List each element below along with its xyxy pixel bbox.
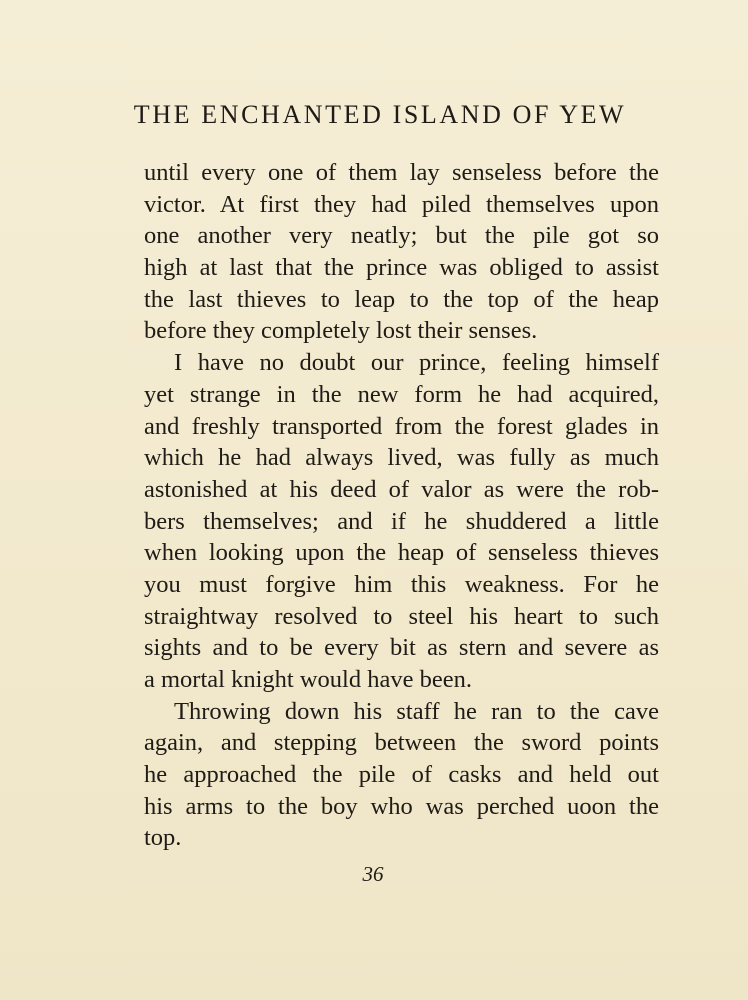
text-line: straightway resolved to steel his heart to such [144, 602, 659, 630]
paragraph-1 [144, 157, 659, 347]
text-line: bers themselves; and if he shuddered a little [144, 507, 659, 535]
page-number: 36 [362, 862, 384, 886]
text-line: I have no doubt our prince, feeling himself [174, 349, 659, 377]
body-text [144, 157, 659, 854]
running-head: THE ENCHANTED ISLAND OF YEW [133, 100, 627, 129]
text-line: which he had always lived, was fully as much [144, 444, 659, 472]
text-line: top. [144, 824, 182, 852]
paragraph-3 [144, 696, 659, 854]
paragraph-2 [144, 347, 659, 696]
text-line: astonished at his deed of valor as were the rob- [144, 475, 659, 503]
text-line: victor. At first they had piled themselves upon [144, 190, 659, 218]
text-line: the last thieves to leap to the top of the heap [144, 285, 659, 313]
text-line: high at last that the prince was obliged to assist [144, 254, 659, 282]
text-line: his arms to the boy who was perched uoon the [144, 792, 659, 820]
text-line: you must forgive him this weakness. For he [144, 570, 659, 598]
text-line: until every one of them lay senseless before the [144, 159, 659, 186]
text-line: when looking upon the heap of senseless thieves [144, 539, 659, 567]
text-line: and freshly transported from the forest glades in [144, 412, 659, 440]
text-line: he approached the pile of casks and held out [144, 761, 659, 789]
text-line: one another very neatly; but the pile got so [144, 222, 659, 250]
text-line: a mortal knight would have been. [144, 666, 472, 693]
text-line: before they completely lost their senses. [144, 317, 538, 345]
text-line: yet strange in the new form he had acquired, [144, 380, 659, 408]
text-line: sights and to be every bit as stern and severe as [144, 634, 659, 662]
text-line: Throwing down his staff he ran to the cave [174, 697, 659, 725]
text-line: again, and stepping between the sword points [144, 729, 659, 757]
